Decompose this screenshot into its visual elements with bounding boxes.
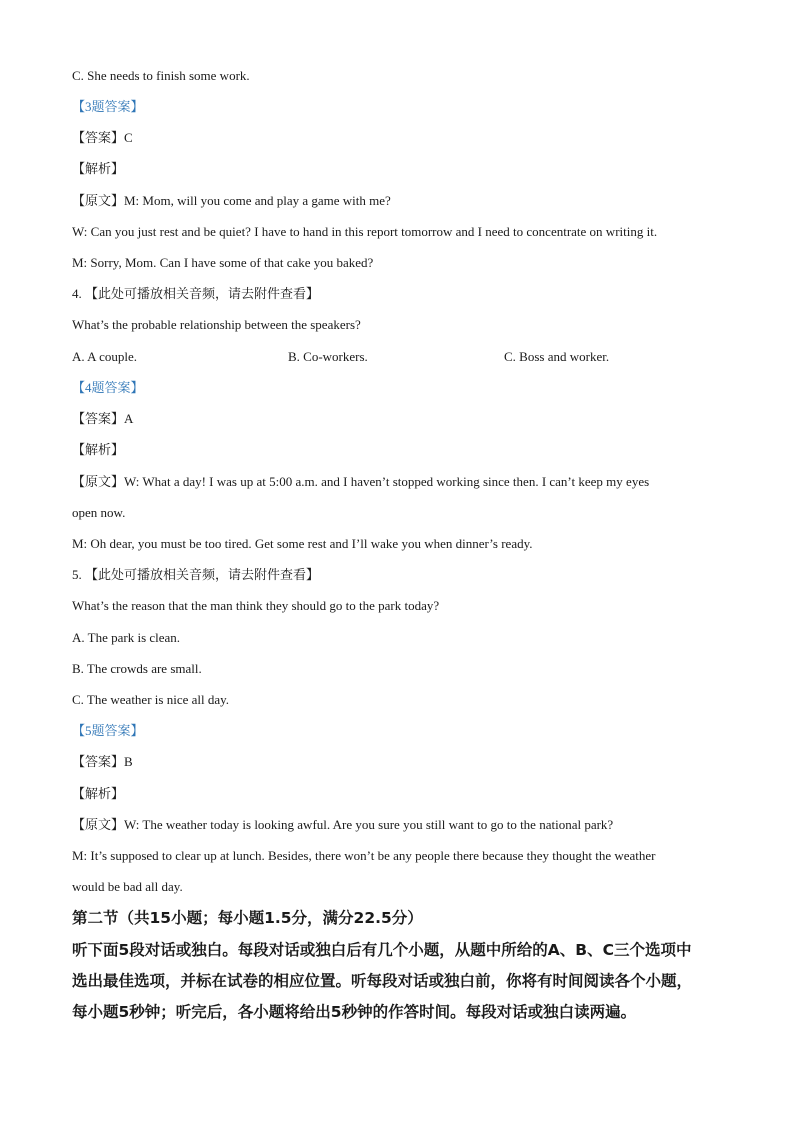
- q5-transcript-line: 【原文】W: The weather today is looking awful. Are you sure you still want to go to the national park?: [72, 817, 614, 832]
- q4-answer: 【答案】A: [72, 411, 134, 426]
- q5-transcript-line: M: It’s supposed to clear up at lunch. Besides, there won’t be any people there because they thought the weather: [72, 848, 656, 863]
- section-title: 第二节（共15小题；每小题1.5分，满分22.5分）: [72, 909, 423, 927]
- q4-analysis-label: 【解析】: [72, 442, 125, 457]
- section-instruction-line: 选出最佳选项，并标在试卷的相应位置。听每段对话或独白前，你将有时间阅读各个小题，: [72, 972, 693, 990]
- q5-transcript-line: would be bad all day.: [72, 879, 183, 894]
- q3-answer-tag: 【3题答案】: [72, 99, 144, 114]
- q4-answer-tag: 【4题答案】: [72, 380, 144, 395]
- q4-number-note: 4. 【此处可播放相关音频，请去附件查看】: [72, 286, 320, 301]
- q3-transcript-line: 【原文】M: Mom, will you come and play a game with me?: [72, 193, 391, 208]
- q4-option-c: C. Boss and worker.: [504, 349, 610, 364]
- q5-answer-tag: 【5题答案】: [72, 723, 144, 738]
- section-instruction-line: 每小题5秒钟；听完后，各小题将给出5秒钟的作答时间。每段对话或独白读两遍。: [72, 1003, 637, 1021]
- q5-option-a: A. The park is clean.: [72, 630, 181, 645]
- q4-option-a: A. A couple.: [72, 349, 137, 364]
- q3-transcript-line: W: Can you just rest and be quiet? I have to hand in this report tomorrow and I need to concentrate on writing it.: [72, 224, 658, 239]
- q4-transcript-line: open now.: [72, 505, 126, 520]
- q5-question: What’s the reason that the man think they should go to the park today?: [72, 598, 440, 613]
- q4-question: What’s the probable relationship between the speakers?: [72, 317, 361, 332]
- q4-transcript-line: 【原文】W: What a day! I was up at 5:00 a.m. and I haven’t stopped working since then. I can’t keep my eyes: [72, 474, 650, 489]
- q4-transcript-line: M: Oh dear, you must be too tired. Get some rest and I’ll wake you when dinner’s ready.: [72, 536, 533, 551]
- q3-option-c: C. She needs to finish some work.: [72, 68, 250, 83]
- q3-answer: 【答案】C: [72, 130, 133, 145]
- q5-option-c: C. The weather is nice all day.: [72, 692, 230, 707]
- q3-analysis-label: 【解析】: [72, 161, 125, 176]
- q5-answer: 【答案】B: [72, 754, 133, 769]
- section-instruction-line: 听下面5段对话或独白。每段对话或独白后有几个小题，从题中所给的A、B、C三个选项中: [72, 941, 692, 959]
- q5-analysis-label: 【解析】: [72, 786, 125, 801]
- q4-option-b: B. Co-workers.: [288, 349, 368, 364]
- q5-option-b: B. The crowds are small.: [72, 661, 202, 676]
- q3-transcript-line: M: Sorry, Mom. Can I have some of that cake you baked?: [72, 255, 374, 270]
- q5-number-note: 5. 【此处可播放相关音频，请去附件查看】: [72, 567, 320, 582]
